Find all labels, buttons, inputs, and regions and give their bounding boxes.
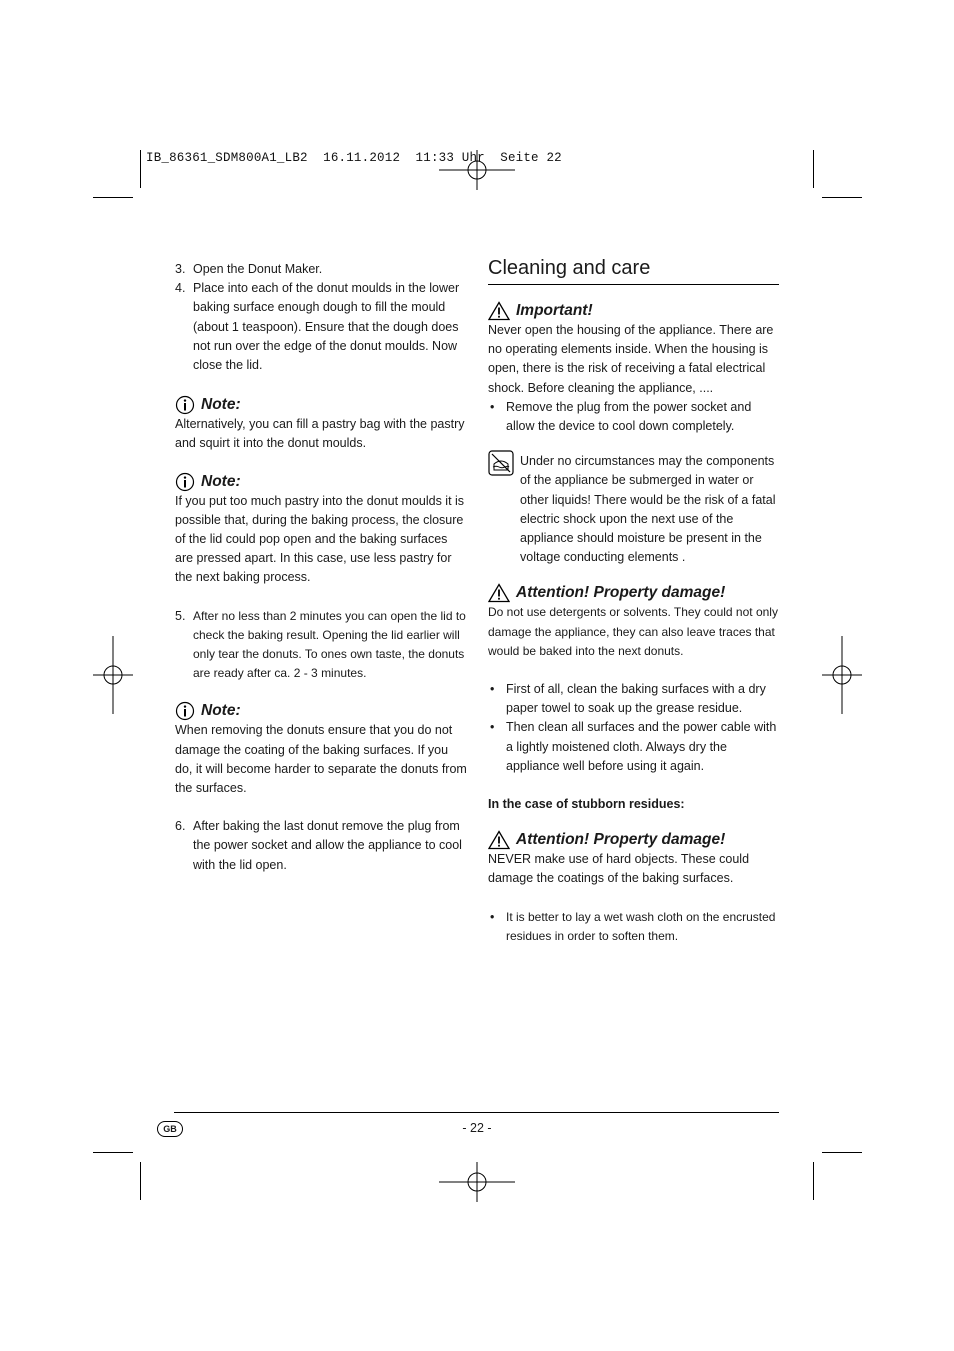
note-heading-1: Note: [175, 395, 467, 415]
note-heading-3: Note: [175, 701, 467, 721]
note-heading-2: Note: [175, 472, 467, 492]
registration-mark-bottom [437, 1162, 517, 1202]
step-4: 4. Place into each of the donut moulds in the lower baking surface enough dough to fill the mould (about 1 teaspoon). Ensure that the dough does not run over the edge of the donut moulds. Now close the lid. [175, 281, 460, 373]
crop-mark [813, 1162, 814, 1200]
info-icon [175, 395, 195, 415]
step-5: 5. After no less than 2 minutes you can open the lid to check the baking result. Opening the lid earlier will only tear the donuts. To ones own taste, the donuts are ready after ca. 2 - 3 minutes. [175, 608, 466, 681]
crop-mark [140, 1162, 141, 1200]
registration-mark-left [93, 636, 133, 714]
left-column [175, 260, 467, 875]
warning-triangle-icon [488, 583, 510, 603]
right-column [488, 254, 779, 946]
note-text-3: When removing the donuts ensure that you do not damage the coating of the baking surfaces. If you do, it will become harder to separate the donuts from the surfaces. [175, 723, 467, 796]
attention-heading-2: Attention! Property damage! [488, 830, 779, 850]
list-item: • It is better to lay a wet wash cloth on the encrusted residues in order to soften them. [490, 909, 776, 943]
list-item: • First of all, clean the baking surfaces with a dry paper towel to soak up the grease residue. [490, 682, 766, 716]
no-immersion-icon [488, 450, 514, 476]
warning-triangle-icon [488, 301, 510, 321]
important-text: Never open the housing of the appliance. There are no operating elements inside. When the housing is open, there is the risk of receiving a fatal electrical shock. Before cleaning the appliance, .... [488, 323, 774, 395]
crop-mark [822, 1152, 862, 1153]
info-icon [175, 701, 195, 721]
footer-rule [174, 1112, 779, 1113]
warning-triangle-icon [488, 830, 510, 850]
page-number: - 22 - [462, 1121, 492, 1135]
important-heading: Important! [488, 301, 779, 321]
print-slug: IB_86361_SDM800A1_LB2 16.11.2012 11:33 Uhr Seite 22 [146, 151, 562, 165]
info-icon [175, 472, 195, 492]
step-6: 6. After baking the last donut remove the plug from the power socket and allow the appliance to cool with the lid open. [175, 819, 462, 872]
attention-heading-1: Attention! Property damage! [488, 583, 779, 603]
registration-mark-right [822, 636, 862, 714]
section-heading: Cleaning and care [488, 254, 779, 285]
crop-mark [93, 1152, 133, 1153]
note-text-1: Alternatively, you can fill a pastry bag with the pastry and squirt it into the donut moulds. [175, 417, 465, 451]
list-item: • Remove the plug from the power socket and allow the device to cool down completely. [490, 399, 752, 434]
attention-text-1: Do not use detergents or solvents. They could not only damage the appliance, they can also leave traces that would be baked into the next donuts. [488, 605, 778, 658]
crop-mark [813, 150, 814, 188]
step-3: 3. Open the Donut Maker. [175, 262, 323, 276]
language-badge: GB [157, 1121, 183, 1137]
crop-mark [93, 197, 133, 198]
list-item: • Then clean all surfaces and the power cable with a lightly moistened cloth. Always dry the appliance well before using it again. [490, 720, 777, 773]
no-immersion-warning: Under no circumstances may the components of the appliance be submerged in water or other liquids! There would be the risk of a fatal electric shock upon the next use of the appliance should moisture be present in the voltage conducting elements . [488, 452, 779, 567]
crop-mark [822, 197, 862, 198]
attention-text-2: NEVER make use of hard objects. These could damage the coatings of the baking surfaces. [488, 852, 750, 886]
crop-mark [140, 150, 141, 188]
note-text-2: If you put too much pastry into the donut moulds it is possible that, during the baking process, the closure of the lid could pop open and the baking surfaces are pressed apart. In this case, use less pastry for the next baking process. [175, 493, 465, 585]
subheading-stubborn: In the case of stubborn residues: [488, 797, 685, 812]
